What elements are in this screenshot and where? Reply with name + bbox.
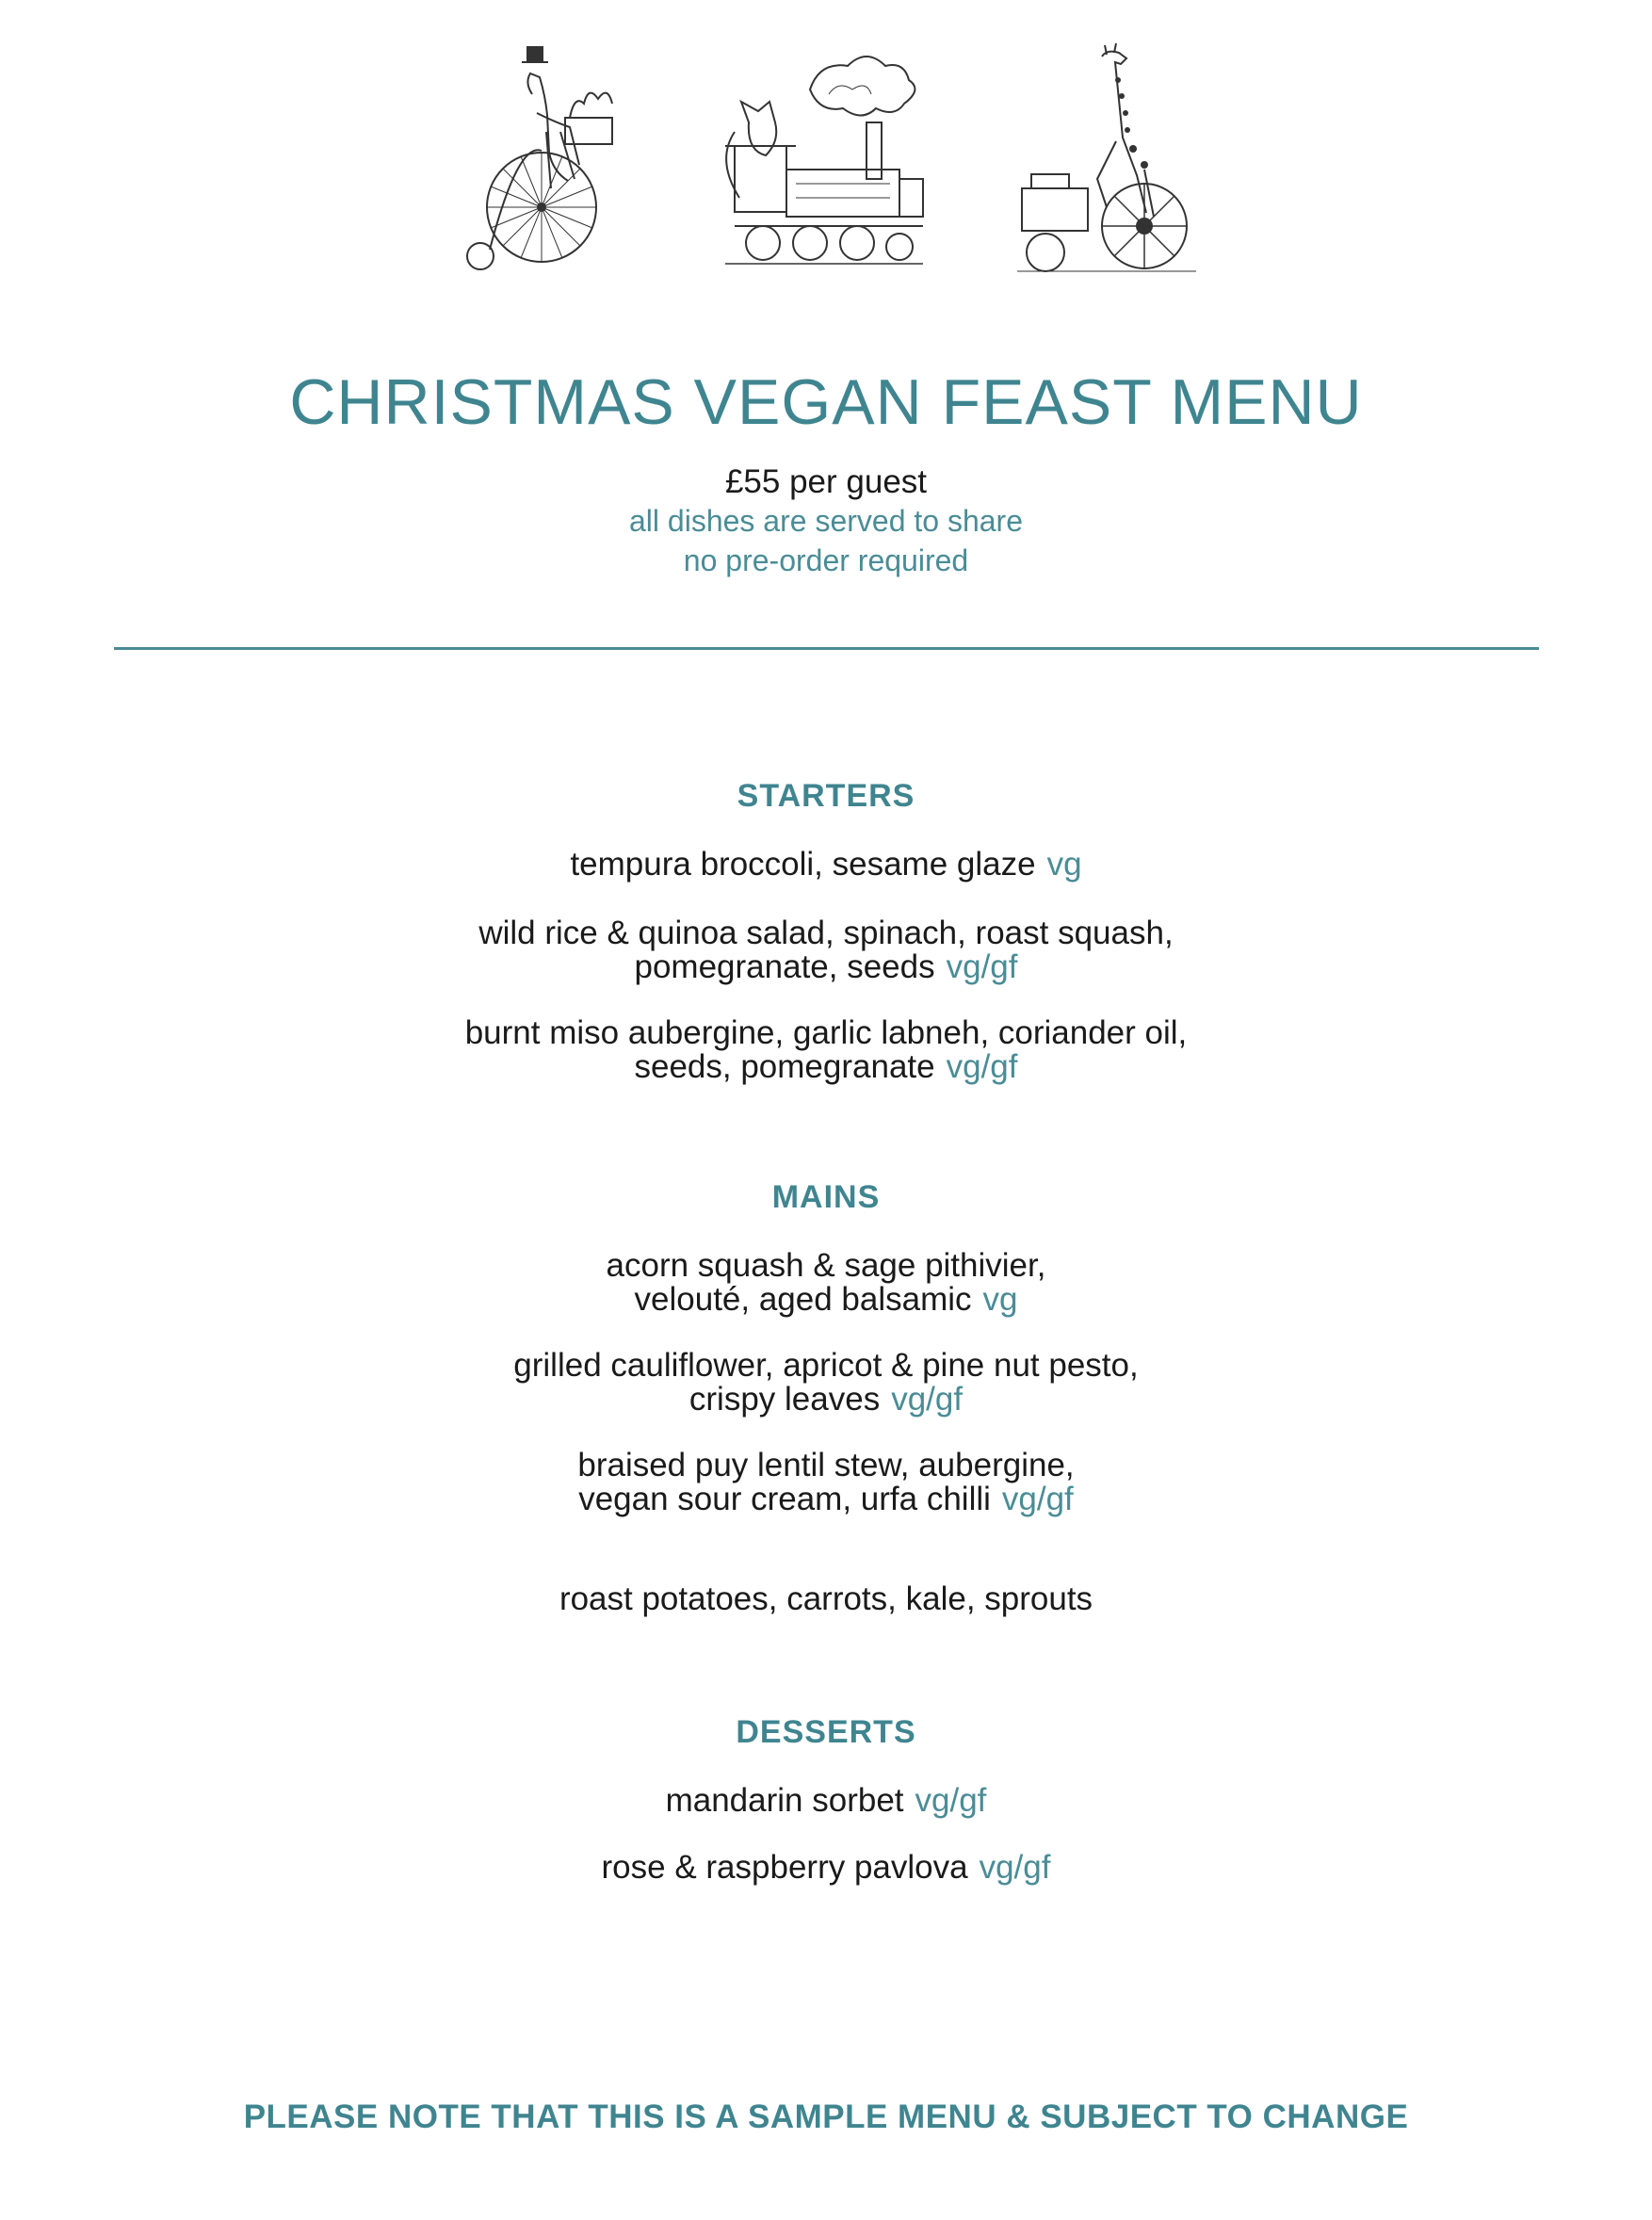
mains-heading: MAINS	[771, 1179, 881, 1215]
starter-item	[0, 916, 1652, 984]
sides-line: roast potatoes, carrots, kale, sprouts	[559, 1580, 1093, 1617]
menu-title: CHRISTMAS VEGAN FEAST MENU	[289, 366, 1363, 438]
fox-steam-train-illustration	[716, 38, 928, 273]
dish-name-line: grilled cauliflower, apricot & pine nut pesto,	[513, 1347, 1139, 1384]
dish-name-line: seeds, pomegranate	[634, 1048, 935, 1085]
desserts-heading: DESSERTS	[736, 1714, 916, 1750]
dish-name: rose & raspberry pavlova	[601, 1849, 968, 1886]
price-per-guest: £55 per guest	[724, 463, 928, 500]
dietary-tag: vg	[982, 1281, 1018, 1318]
main-item	[0, 1449, 1652, 1516]
dietary-tag: vg/gf	[979, 1849, 1051, 1886]
main-item	[0, 1249, 1652, 1317]
dish-name-line: braised puy lentil stew, aubergine,	[577, 1447, 1075, 1483]
dessert-item	[0, 1851, 1652, 1885]
dish-name-line: crispy leaves	[688, 1381, 881, 1418]
dish-name-line: vegan sour cream, urfa chilli	[578, 1481, 991, 1517]
dish-name-line: velouté, aged balsamic	[634, 1281, 972, 1318]
zebra-penny-farthing-illustration	[462, 38, 640, 273]
starters-heading: STARTERS	[737, 778, 915, 814]
sharing-note: all dishes are served to share	[629, 504, 1023, 538]
sample-menu-disclaimer: PLEASE NOTE THAT THIS IS A SAMPLE MENU & SUBJECT TO CHANGE	[243, 2098, 1409, 2135]
header-divider	[114, 647, 1539, 650]
starter-item	[0, 848, 1652, 882]
dietary-tag: vg/gf	[1001, 1481, 1074, 1517]
dish-name: mandarin sorbet	[665, 1782, 904, 1819]
dish-name-line: wild rice & quinoa salad, spinach, roast squash,	[478, 915, 1174, 951]
dietary-tag: vg/gf	[915, 1782, 987, 1819]
dish-name-line: pomegranate, seeds	[634, 948, 935, 985]
dessert-item	[0, 1784, 1652, 1818]
dietary-tag: vg/gf	[891, 1381, 964, 1418]
dish-name-line: acorn squash & sage pithivier,	[606, 1247, 1046, 1284]
dish-name: tempura broccoli, sesame glaze	[570, 846, 1036, 883]
dietary-tag: vg/gf	[946, 1048, 1018, 1085]
giraffe-tractor-illustration	[1012, 38, 1201, 273]
main-item	[0, 1349, 1652, 1417]
dietary-tag: vg	[1046, 846, 1082, 883]
starter-item	[0, 1016, 1652, 1084]
dish-name-line: burnt miso aubergine, garlic labneh, coriander oil,	[464, 1014, 1188, 1051]
preorder-note: no pre-order required	[683, 543, 969, 577]
dietary-tag: vg/gf	[946, 948, 1018, 985]
